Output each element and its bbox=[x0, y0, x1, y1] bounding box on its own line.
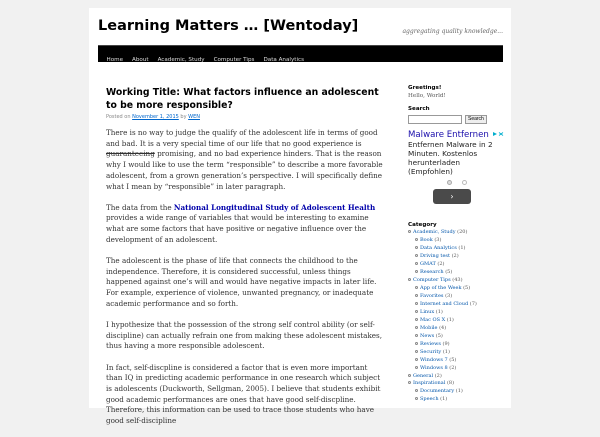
bullet-icon bbox=[415, 326, 418, 329]
category-link[interactable]: News bbox=[420, 332, 435, 339]
post-meta-by: by bbox=[180, 114, 187, 120]
bullet-icon bbox=[415, 397, 418, 400]
post-meta bbox=[106, 114, 383, 120]
nav-item-academic-study[interactable]: Academic, Study bbox=[157, 57, 205, 63]
category-count: (1) bbox=[446, 316, 454, 323]
struck-text: guaranteeing bbox=[106, 149, 155, 159]
category-item[interactable] bbox=[408, 301, 505, 309]
bullet-icon bbox=[408, 374, 411, 377]
category-item[interactable] bbox=[408, 357, 505, 365]
site-description: aggregating quality knowledge... bbox=[402, 28, 503, 35]
post-meta-prefix: Posted on bbox=[106, 114, 131, 120]
category-title: Category bbox=[408, 222, 437, 229]
category-count: (5) bbox=[445, 269, 453, 276]
ad-block[interactable] bbox=[408, 130, 505, 204]
nav-item-computer-tips[interactable]: Computer Tips bbox=[213, 57, 255, 63]
category-item[interactable] bbox=[408, 285, 505, 293]
category-item[interactable] bbox=[408, 253, 505, 261]
post-title[interactable]: Working Title: What factors influence an adolescent to be more responsible? bbox=[106, 87, 379, 111]
category-link[interactable]: Documentary bbox=[420, 388, 455, 395]
post-content bbox=[106, 87, 383, 437]
category-link[interactable]: Speech bbox=[420, 396, 439, 403]
paragraph-5: In fact, self-discpline is considered a factor that is even more important than IQ in predicting academic performance in one research which subject is adolescents (Duckworth, Sellgman, 2005). I believe that students exhibit good academic performances are ones that have good self-discpline. Therefore, this information can be used to trace those students who have good self-discipline bbox=[106, 362, 381, 426]
search-form bbox=[408, 115, 505, 124]
category-link[interactable]: Academic, Study bbox=[413, 229, 456, 236]
post-author-link[interactable]: WEN bbox=[188, 114, 200, 120]
search-title: Search bbox=[408, 106, 430, 112]
bullet-icon bbox=[415, 246, 418, 249]
category-link[interactable]: Inspirational bbox=[413, 380, 446, 387]
category-count: (7) bbox=[469, 300, 477, 307]
page-wrapper bbox=[89, 8, 511, 426]
bullet-icon bbox=[415, 238, 418, 241]
paragraph-2: The data from the National Longitudinal Study of Adolescent Health provides a wide range of variables that would be interesting to examine what are some factors that have positive or negative influence over the development of an adolescent. bbox=[106, 202, 376, 244]
category-count: (43) bbox=[452, 277, 463, 284]
ad-pager-dot-1[interactable] bbox=[447, 180, 452, 185]
bullet-icon bbox=[408, 278, 411, 281]
nav-item-data-analytics[interactable]: Data Analytics bbox=[263, 57, 304, 63]
paragraph-1: There is no way to judge the qualify of the adolescent life in terms of good and bad. It is a very special time of our life that no good experience is guaranteeing promising, and no bad experience hinders. That is the reason why I would like to use the term “responsible” to describe a more favorable adolescent, from a grown generation’s perspective. I will specifically define what I mean by “responsible” in later paragraph. bbox=[106, 128, 383, 191]
bullet-icon bbox=[415, 389, 418, 392]
category-link[interactable]: App of the Week bbox=[420, 285, 462, 292]
bullet-icon bbox=[408, 230, 411, 233]
ad-text[interactable]: Entfernen Malware in 2 Minuten. Kostenlos herunterladen (Empfohlen) bbox=[408, 140, 493, 177]
category-item[interactable] bbox=[408, 333, 505, 341]
category-count: (4) bbox=[439, 324, 447, 331]
bullet-icon bbox=[415, 302, 418, 305]
category-link[interactable]: Data Analytics bbox=[420, 245, 457, 252]
category-link[interactable]: Linux bbox=[420, 308, 435, 315]
bullet-icon bbox=[415, 262, 418, 265]
category-link[interactable]: Mobile bbox=[420, 324, 438, 331]
category-count: (2) bbox=[449, 364, 457, 371]
category-count: (1) bbox=[458, 245, 466, 252]
bullet-icon bbox=[415, 270, 418, 273]
bullet-icon bbox=[415, 358, 418, 361]
bullet-icon bbox=[408, 381, 411, 384]
nav-item-home[interactable]: Home bbox=[106, 57, 124, 63]
category-item[interactable] bbox=[408, 317, 505, 325]
bullet-icon bbox=[415, 342, 418, 345]
post-date-link[interactable]: November 1, 2015 bbox=[132, 114, 179, 120]
category-item[interactable] bbox=[408, 269, 505, 277]
category-link[interactable]: Reviews bbox=[420, 340, 441, 347]
nav-item-about[interactable]: About bbox=[132, 57, 149, 63]
category-count: (1) bbox=[435, 308, 443, 315]
search-button[interactable]: Search bbox=[465, 115, 487, 124]
category-count: (2) bbox=[434, 372, 442, 379]
ad-pager-dot-2[interactable] bbox=[462, 180, 467, 185]
ad-pager bbox=[408, 180, 505, 185]
ad-title[interactable]: Malware Entfernen bbox=[408, 130, 489, 140]
bullet-icon bbox=[415, 366, 418, 369]
site-title[interactable]: Learning Matters … [Wentoday] bbox=[98, 18, 359, 34]
category-link[interactable]: Research bbox=[420, 269, 444, 276]
search-input[interactable] bbox=[408, 115, 462, 124]
category-count: (1) bbox=[440, 396, 448, 403]
category-count: (20) bbox=[457, 229, 468, 236]
category-count: (3) bbox=[434, 237, 442, 244]
bullet-icon bbox=[415, 318, 418, 321]
category-link[interactable]: Computer Tips bbox=[413, 277, 451, 284]
category-link[interactable]: General bbox=[413, 372, 434, 379]
category-item[interactable] bbox=[408, 309, 505, 317]
bullet-icon bbox=[415, 310, 418, 313]
category-item[interactable] bbox=[408, 261, 505, 269]
greetings-text: Hello, World! bbox=[408, 93, 446, 99]
category-item[interactable] bbox=[408, 293, 505, 301]
category-count: (8) bbox=[446, 380, 455, 387]
bullet-icon bbox=[415, 286, 418, 289]
category-item[interactable] bbox=[408, 341, 505, 349]
post-entry bbox=[106, 128, 383, 427]
category-count: (5) bbox=[463, 285, 471, 292]
category-count: (5) bbox=[435, 332, 443, 339]
category-count: (1) bbox=[455, 388, 463, 395]
category-count: (5) bbox=[449, 356, 457, 363]
category-link[interactable]: GMAT bbox=[420, 261, 436, 268]
sidebar bbox=[408, 85, 505, 404]
add-health-link[interactable]: National Longitudinal Study of Adolescent Health bbox=[173, 202, 376, 212]
category-link[interactable]: Book bbox=[420, 237, 433, 244]
category-item[interactable] bbox=[408, 365, 505, 373]
category-count: (2) bbox=[437, 261, 445, 268]
category-count: (3) bbox=[445, 293, 453, 299]
category-count: (9) bbox=[442, 340, 450, 347]
greetings-title: Greetings! bbox=[408, 85, 442, 91]
category-link[interactable]: Internet and Cloud bbox=[420, 300, 469, 307]
bullet-icon bbox=[415, 294, 418, 297]
paragraph-4: I hypothesize that the possession of the strong self control ability (or self-discipline) can actually refrain one from making these adolescent mistakes, thus having a more responsible adolescent. bbox=[106, 320, 383, 351]
category-link[interactable]: Windows 8 bbox=[420, 364, 448, 371]
category-item[interactable] bbox=[408, 277, 505, 285]
category-item[interactable] bbox=[408, 325, 505, 333]
category-list bbox=[408, 229, 505, 404]
paragraph-3: The adolescent is the phase of life that connects the childhood to the independence. Therefore, it is considered successful, unless things happened against one’s will and would have negative impacts in later life. For example, experience of violence, unwanted pregnancy, or inadequate academic performance and so forth. bbox=[106, 256, 377, 308]
category-count: (1) bbox=[442, 348, 450, 355]
ad-choices-icon[interactable] bbox=[492, 131, 504, 137]
category-count: (2) bbox=[451, 253, 459, 260]
category-link[interactable]: Mac OS X bbox=[420, 316, 446, 323]
bullet-icon bbox=[415, 350, 418, 353]
category-item[interactable] bbox=[408, 396, 505, 404]
ad-next-button[interactable] bbox=[433, 189, 471, 204]
category-link[interactable]: Driving test bbox=[420, 253, 450, 260]
category-link[interactable]: Favorites bbox=[420, 293, 444, 299]
category-link[interactable]: Windows 7 bbox=[420, 356, 448, 363]
bullet-icon bbox=[415, 334, 418, 337]
chevron-right-icon: › bbox=[450, 192, 454, 202]
bullet-icon bbox=[415, 254, 418, 257]
main-nav bbox=[98, 45, 503, 62]
category-link[interactable]: Security bbox=[420, 348, 442, 355]
category-item[interactable] bbox=[408, 349, 505, 357]
